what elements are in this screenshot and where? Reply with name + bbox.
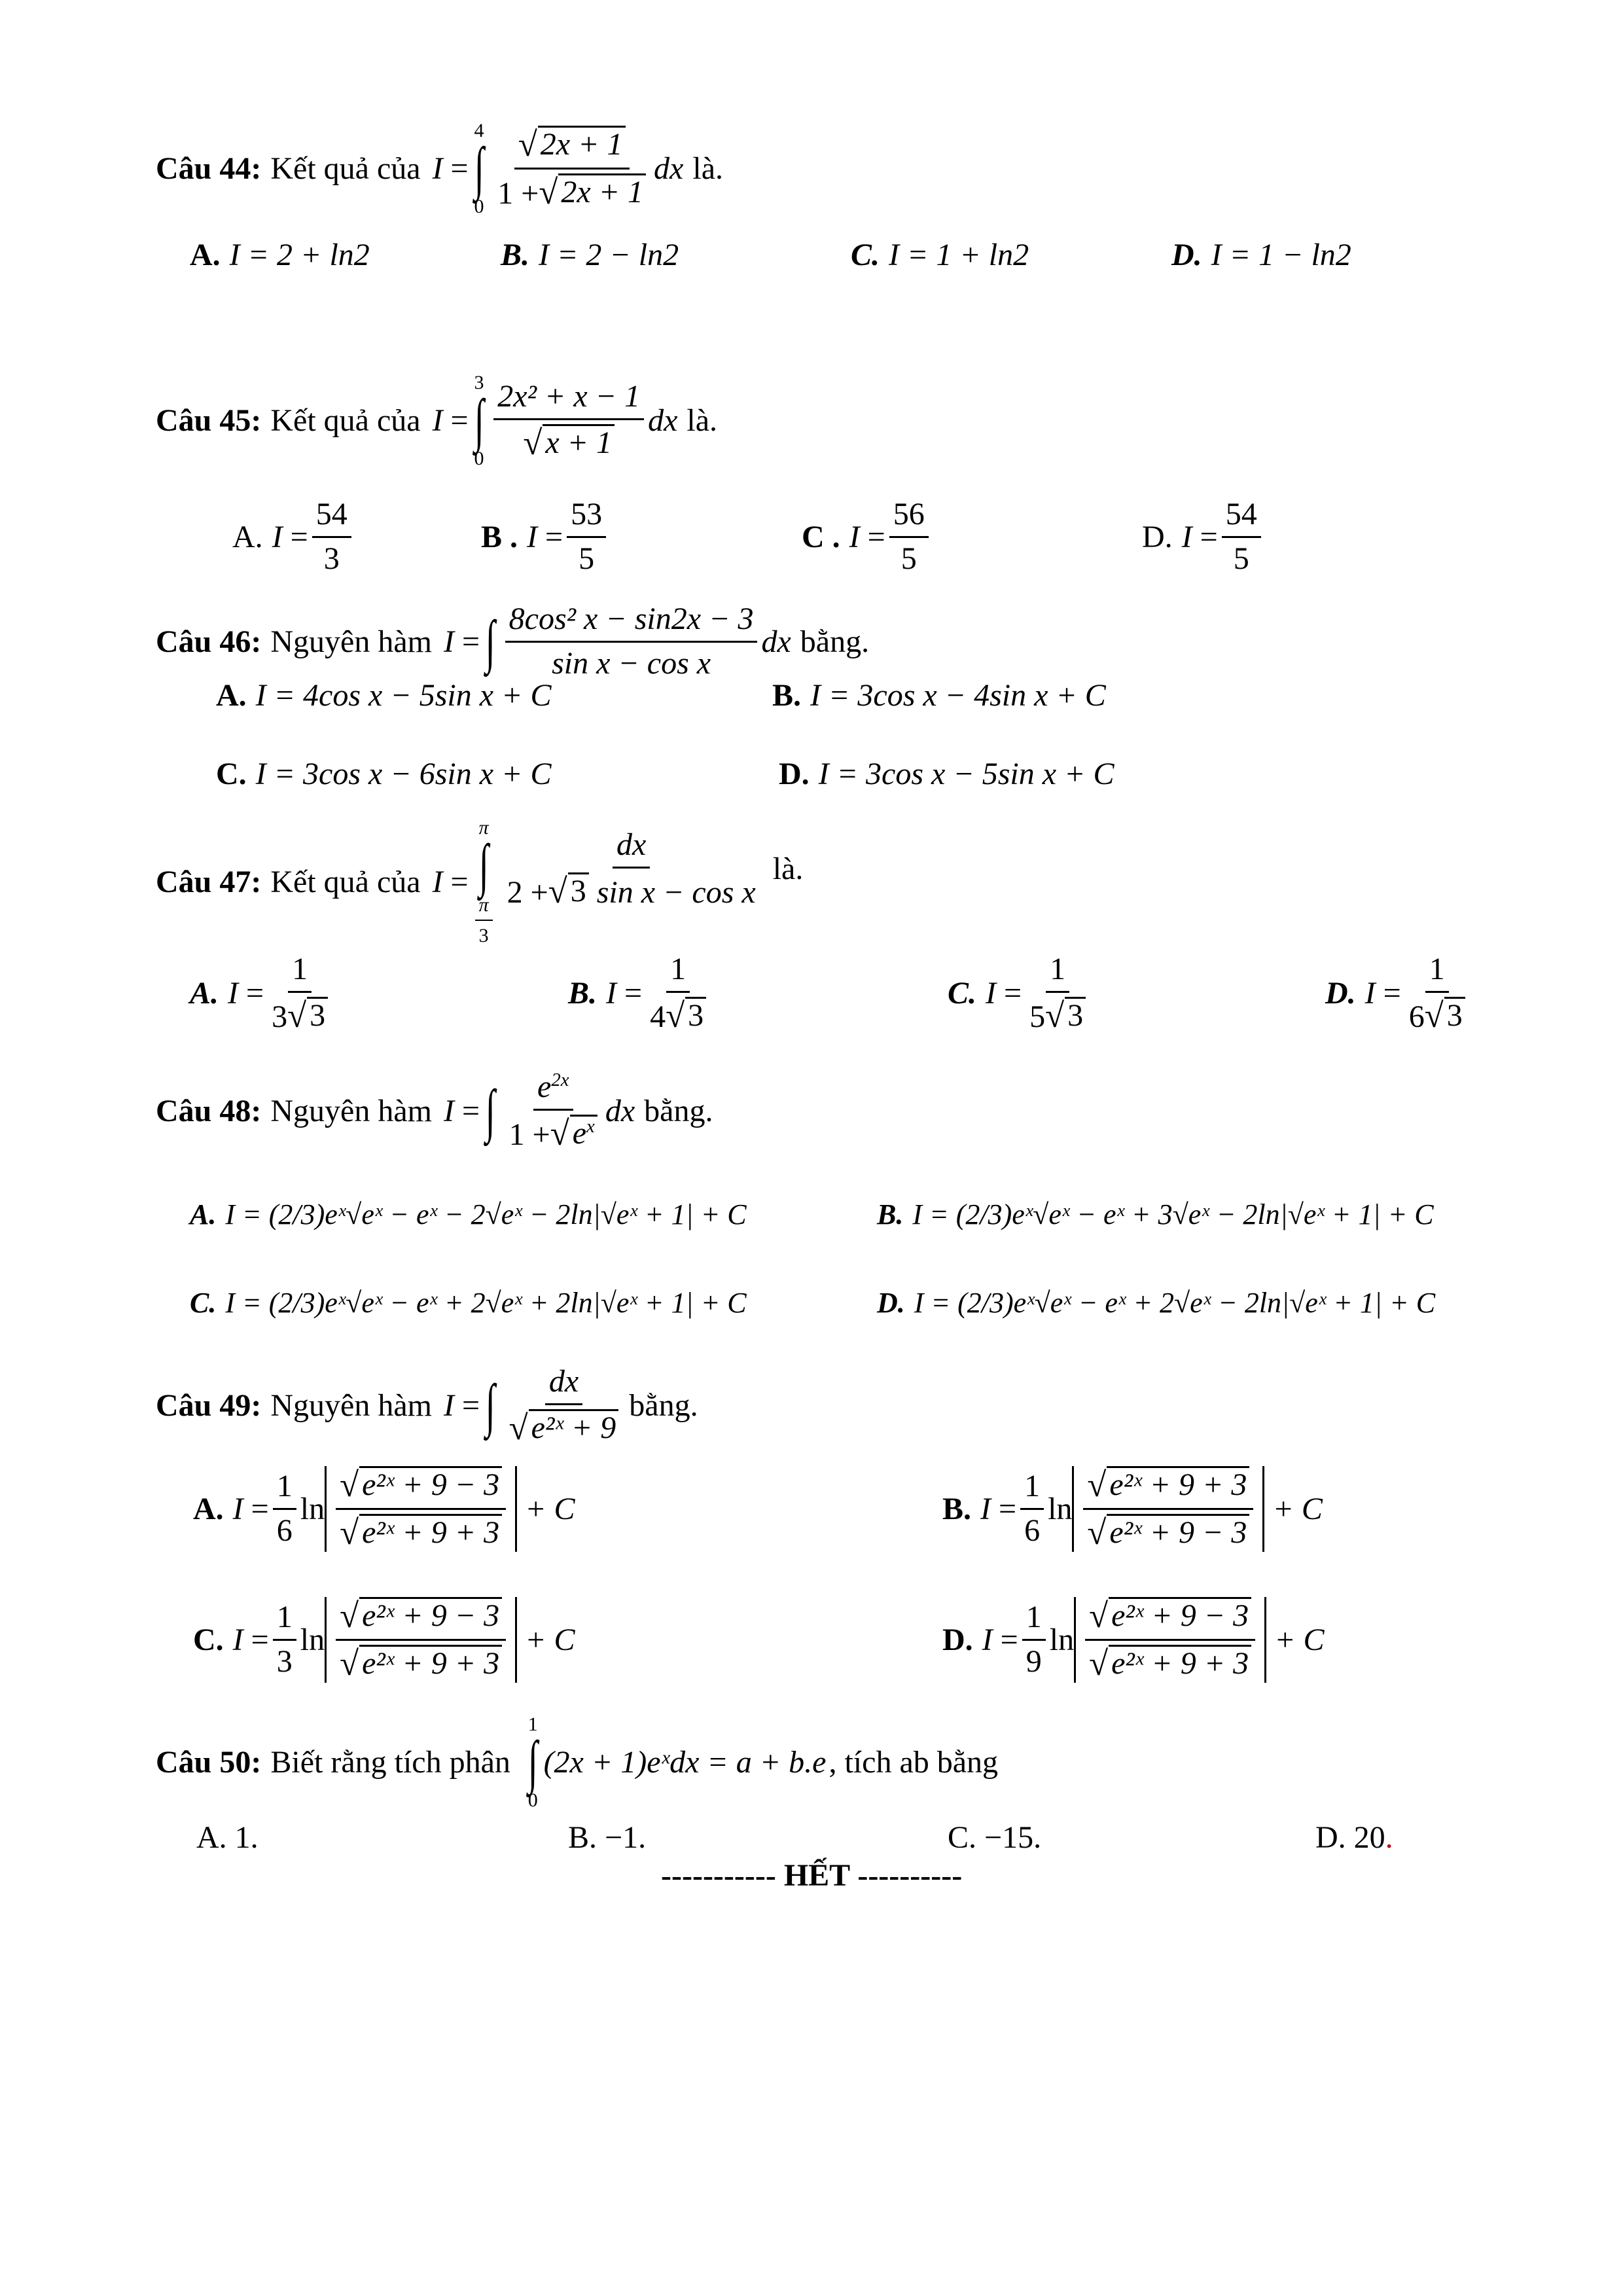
option-45-c[interactable]: C . I = $\frac{56}{5}$ bbox=[802, 497, 933, 577]
integral-expression: I = 4 ∫ 0 √ 2x + 1 1 + √ 2x + 1 dx bbox=[432, 120, 684, 217]
option-44-b[interactable]: B. I = 2 − ln2 bbox=[501, 238, 679, 272]
option-45-d[interactable]: D. I = $\frac{54}{5}$ bbox=[1142, 497, 1265, 577]
integrand-fraction: dx √ e²ˣ + 9 bbox=[505, 1365, 623, 1447]
option-44-a[interactable]: A. I = 2 + ln2 bbox=[190, 238, 370, 272]
integral-sign: π ∫ $\frac{\pi}{3}$ bbox=[471, 818, 497, 946]
integral-expression: I = ∫ $\frac{\text{8cos² x − sin2x − 3}}{\text{sin x − cos x}}$ dx bbox=[443, 601, 791, 681]
option-50-b[interactable]: B. −1. bbox=[568, 1820, 647, 1855]
question-text: Kết quả của bbox=[270, 151, 421, 187]
option-49-c[interactable]: C. I = $\frac{1}{3}$ ln √ e²ˣ + 9 − 3 √ e²ˣ + 9 + 3 + C bbox=[193, 1597, 575, 1683]
integrand-fraction: √ 2x + 1 1 + √ 2x + 1 bbox=[493, 126, 650, 211]
end-marker: ----------- HẾT ---------- bbox=[661, 1858, 963, 1893]
question-45: Câu 45: Kết quả của I = 3 ∫ 0 2x² + x − 1 √ x + 1 dx là. bbox=[156, 372, 718, 469]
option-45-a[interactable]: A. I = $\frac{54}{3}$ bbox=[232, 497, 355, 577]
option-48-d[interactable]: D. I = (2/3)eˣ√eˣ − eˣ + 2√eˣ − 2ln|√eˣ + 1| + C bbox=[877, 1287, 1436, 1319]
option-46-a[interactable]: A. I = 4cos x − 5sin x + C bbox=[216, 678, 552, 713]
option-47-a[interactable]: A. I = 1 3 √ 3 bbox=[190, 952, 336, 1035]
option-47-b[interactable]: B. I = 1 4 √ 3 bbox=[568, 952, 714, 1035]
question-label: Câu 48: bbox=[156, 1094, 262, 1129]
option-50-d[interactable]: D. 20 . bbox=[1315, 1820, 1393, 1855]
integral-expression: I = ∫ $e^{2x}$ 1 + √ $e^x$ dx bbox=[443, 1069, 635, 1153]
option-48-c[interactable]: C. I = (2/3)eˣ√eˣ − eˣ + 2√eˣ + 2ln|√eˣ + 1| + C bbox=[190, 1287, 747, 1319]
question-text: Kết quả của bbox=[270, 403, 421, 439]
option-46-c[interactable]: C. I = 3cos x − 6sin x + C bbox=[216, 757, 552, 791]
question-label: Câu 50: bbox=[156, 1745, 262, 1780]
question-46: Câu 46: Nguyên hàm I = ∫ $\frac{\text{8cos² x − sin2x − 3}}{\text{sin x − cos x}}$ dx bằng. bbox=[156, 601, 870, 681]
option-46-b[interactable]: B. I = 3cos x − 4sin x + C bbox=[772, 678, 1106, 713]
option-46-d[interactable]: D. I = 3cos x − 5sin x + C bbox=[779, 757, 1115, 791]
option-47-c[interactable]: C. I = 1 5 √ 3 bbox=[948, 952, 1094, 1035]
option-49-a[interactable]: A. I = $\frac{1}{6}$ ln √ e²ˣ + 9 − 3 √ e²ˣ + 9 + 3 + C bbox=[193, 1466, 575, 1552]
question-50: Câu 50: Biết rằng tích phân 1 ∫ 0 (2x + 1)eˣdx = a + b.e , tích ab bằng bbox=[156, 1713, 999, 1811]
integral-sign: 4 ∫ 0 bbox=[474, 120, 484, 217]
option-44-c[interactable]: C. I = 1 + ln2 bbox=[851, 238, 1029, 272]
question-text: Biết rằng tích phân bbox=[270, 1745, 510, 1780]
question-text: Nguyên hàm bbox=[270, 624, 432, 659]
question-label: Câu 44: bbox=[156, 151, 262, 187]
option-45-b[interactable]: B . I = $\frac{53}{5}$ bbox=[481, 497, 610, 577]
question-text: Kết quả của bbox=[270, 865, 421, 900]
option-49-d[interactable]: D. I = $\frac{1}{9}$ ln √ e²ˣ + 9 − 3 √ e²ˣ + 9 + 3 + C bbox=[942, 1597, 1325, 1683]
integrand-fraction: $\frac{\text{8cos² x − sin2x − 3}}{\text{sin x − cos x}}$ bbox=[505, 602, 758, 681]
option-48-a[interactable]: A. I = (2/3)eˣ√eˣ − eˣ − 2√eˣ − 2ln|√eˣ + 1| + C bbox=[190, 1198, 747, 1230]
option-47-d[interactable]: D. I = 1 6 √ 3 bbox=[1325, 952, 1473, 1035]
integral-expression: I = ∫ dx √ e²ˣ + 9 bbox=[444, 1365, 626, 1447]
question-label: Câu 47: bbox=[156, 865, 262, 900]
question-label: Câu 45: bbox=[156, 403, 262, 439]
integrand-fraction: $e^{2x}$ 1 + √ $e^x$ bbox=[505, 1070, 601, 1153]
question-label: Câu 49: bbox=[156, 1388, 262, 1424]
integral-expression: 1 ∫ 0 (2x + 1)eˣdx = a + b.e bbox=[522, 1715, 827, 1810]
option-44-d[interactable]: D. I = 1 − ln2 bbox=[1171, 238, 1351, 272]
option-50-c[interactable]: C. −15. bbox=[948, 1820, 1042, 1855]
question-44: Câu 44: Kết quả của I = 4 ∫ 0 √ 2x + 1 1 + √ 2x + 1 dx là. bbox=[156, 120, 723, 217]
option-50-a[interactable]: A. 1. bbox=[196, 1820, 259, 1855]
option-48-b[interactable]: B. I = (2/3)eˣ√eˣ − eˣ + 3√eˣ − 2ln|√eˣ + 1| + C bbox=[877, 1198, 1434, 1230]
integral-expression: I = π ∫ $\frac{\pi}{3}$ dx 2 + √ 3 sin x − cos x bbox=[433, 818, 764, 946]
question-text: Nguyên hàm bbox=[270, 1094, 432, 1129]
question-47: Câu 47: Kết quả của I = π ∫ $\frac{\pi}{3}$ dx 2 + √ 3 sin x − cos x là. bbox=[156, 817, 804, 946]
integral-sign: 1 ∫ 0 bbox=[527, 1713, 538, 1811]
question-label: Câu 46: bbox=[156, 624, 262, 659]
integral-sign: 3 ∫ 0 bbox=[474, 372, 484, 469]
question-text: Nguyên hàm bbox=[270, 1388, 432, 1424]
integrand-fraction: 2x² + x − 1 √ x + 1 bbox=[493, 380, 644, 462]
integral-expression: I = 3 ∫ 0 2x² + x − 1 √ x + 1 dx bbox=[432, 372, 678, 469]
question-49: Câu 49: Nguyên hàm I = ∫ dx √ e²ˣ + 9 bằng. bbox=[156, 1364, 698, 1447]
option-49-b[interactable]: B. I = $\frac{1}{6}$ ln √ e²ˣ + 9 + 3 √ e²ˣ + 9 − 3 + C bbox=[942, 1466, 1323, 1552]
integrand-fraction: dx 2 + √ 3 sin x − cos x bbox=[507, 827, 756, 910]
question-48: Câu 48: Nguyên hàm I = ∫ $e^{2x}$ 1 + √ $e^x$ dx bằng. bbox=[156, 1069, 713, 1153]
